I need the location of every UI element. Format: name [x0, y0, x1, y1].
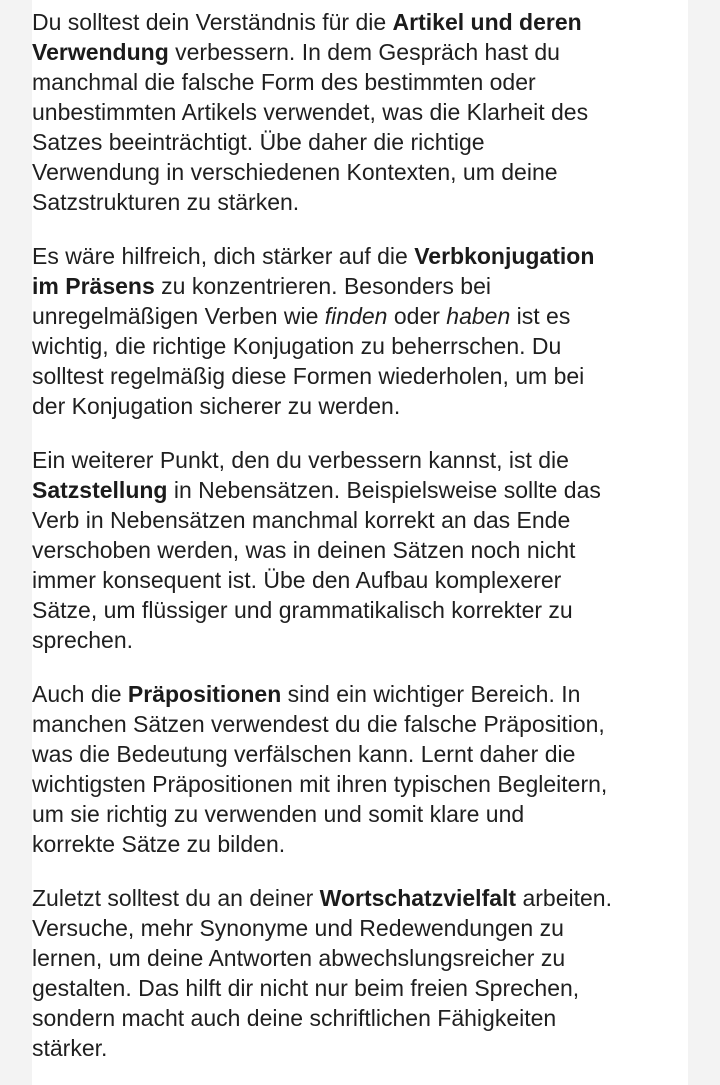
text-line — [32, 475, 696, 505]
text-segment: Sätze, um flüssiger und grammatikalisch korrekter zu — [32, 597, 573, 623]
text-segment: Satzstrukturen zu stärken. — [32, 189, 300, 215]
text-line — [32, 709, 696, 739]
emphasized-term: Satzstellung — [32, 477, 168, 503]
text-segment: unregelmäßigen Verben wie — [32, 303, 325, 329]
feedback-text — [32, 7, 696, 1063]
text-line — [32, 829, 696, 859]
text-line — [32, 271, 696, 301]
text-line — [32, 445, 696, 475]
text-segment: Zuletzt solltest du an deiner — [32, 885, 320, 911]
text-segment: solltest regelmäßig diese Formen wiederholen, um bei — [32, 363, 585, 389]
text-line — [32, 679, 696, 709]
text-line — [32, 1003, 696, 1033]
text-segment: wichtig, die richtige Konjugation zu beherrschen. Du — [32, 333, 562, 359]
text-segment: sondern macht auch deine schriftlichen Fähigkeiten — [32, 1005, 557, 1031]
text-line — [32, 943, 696, 973]
emphasized-term: Verbkonjugation — [414, 243, 595, 269]
text-line — [32, 973, 696, 1003]
text-segment: arbeiten. — [516, 885, 612, 911]
text-line — [32, 127, 696, 157]
text-line — [32, 97, 696, 127]
text-segment: sind ein wichtiger Bereich. In — [281, 681, 581, 707]
text-segment: gestalten. Das hilft dir nicht nur beim freien Sprechen, — [32, 975, 580, 1001]
text-segment: ist es — [510, 303, 571, 329]
text-line — [32, 625, 696, 655]
paragraph — [32, 445, 696, 655]
text-segment: Ein weiterer Punkt, den du verbessern kannst, ist die — [32, 447, 569, 473]
text-line — [32, 565, 696, 595]
text-line — [32, 913, 696, 943]
text-line — [32, 157, 696, 187]
text-segment: Verb in Nebensätzen manchmal korrekt an das Ende — [32, 507, 571, 533]
text-segment: der Konjugation sicherer zu werden. — [32, 393, 401, 419]
text-line — [32, 535, 696, 565]
text-segment: verschoben werden, was in deinen Sätzen noch nicht — [32, 537, 576, 563]
text-segment: korrekte Sätze zu bilden. — [32, 831, 286, 857]
emphasized-term: Artikel und deren — [392, 9, 582, 35]
text-segment: manchen Sätzen verwendest du die falsche Präposition, — [32, 711, 605, 737]
text-line — [32, 1033, 696, 1063]
emphasized-term: Präpositionen — [127, 681, 282, 707]
text-segment: immer konsequent ist. Übe den Aufbau komplexerer — [32, 567, 562, 593]
text-line — [32, 241, 696, 271]
text-line — [32, 67, 696, 97]
text-line — [32, 331, 696, 361]
text-segment: was die Bedeutung verfälschen kann. Lernt daher die — [32, 741, 576, 767]
text-line — [32, 361, 696, 391]
text-line — [32, 883, 696, 913]
text-line — [32, 391, 696, 421]
text-segment: Verwendung in verschiedenen Kontexten, um deine — [32, 159, 558, 185]
text-line — [32, 799, 696, 829]
text-line — [32, 37, 696, 67]
text-line — [32, 301, 696, 331]
paragraph — [32, 241, 696, 421]
text-segment: manchmal die falsche Form des bestimmten oder — [32, 69, 536, 95]
text-segment: lernen, um deine Antworten abwechslungsreicher zu — [32, 945, 566, 971]
text-line — [32, 769, 696, 799]
text-segment: verbessern. In dem Gespräch hast du — [168, 39, 560, 65]
text-segment: stärker. — [32, 1035, 108, 1061]
paragraph — [32, 7, 696, 217]
example-word: haben — [446, 303, 511, 329]
text-line — [32, 187, 696, 217]
paragraph — [32, 679, 696, 859]
emphasized-term: Wortschatzvielfalt — [319, 885, 517, 911]
text-segment: Es wäre hilfreich, dich stärker auf die — [32, 243, 415, 269]
text-segment: Satzes beeinträchtigt. Übe daher die richtige — [32, 129, 485, 155]
text-line — [32, 505, 696, 535]
text-segment: oder — [387, 303, 447, 329]
text-segment: wichtigsten Präpositionen mit ihren typischen Begleitern, — [32, 771, 608, 797]
text-line — [32, 7, 696, 37]
emphasized-term: Verwendung — [32, 39, 169, 65]
text-segment: unbestimmten Artikels verwendet, was die Klarheit des — [32, 99, 589, 125]
text-segment: sprechen. — [32, 627, 134, 653]
emphasized-term: im Präsens — [32, 273, 155, 299]
text-segment: um sie richtig zu verwenden und somit klare und — [32, 801, 525, 827]
text-segment: in Nebensätzen. Beispielsweise sollte das — [167, 477, 601, 503]
text-segment: Du solltest dein Verständnis für die — [32, 9, 393, 35]
paragraph — [32, 883, 696, 1063]
text-line — [32, 739, 696, 769]
example-word: finden — [324, 303, 388, 329]
text-segment: Versuche, mehr Synonyme und Redewendungen zu — [32, 915, 564, 941]
text-segment: zu konzentrieren. Besonders bei — [154, 273, 492, 299]
text-segment: Auch die — [32, 681, 128, 707]
text-line — [32, 595, 696, 625]
